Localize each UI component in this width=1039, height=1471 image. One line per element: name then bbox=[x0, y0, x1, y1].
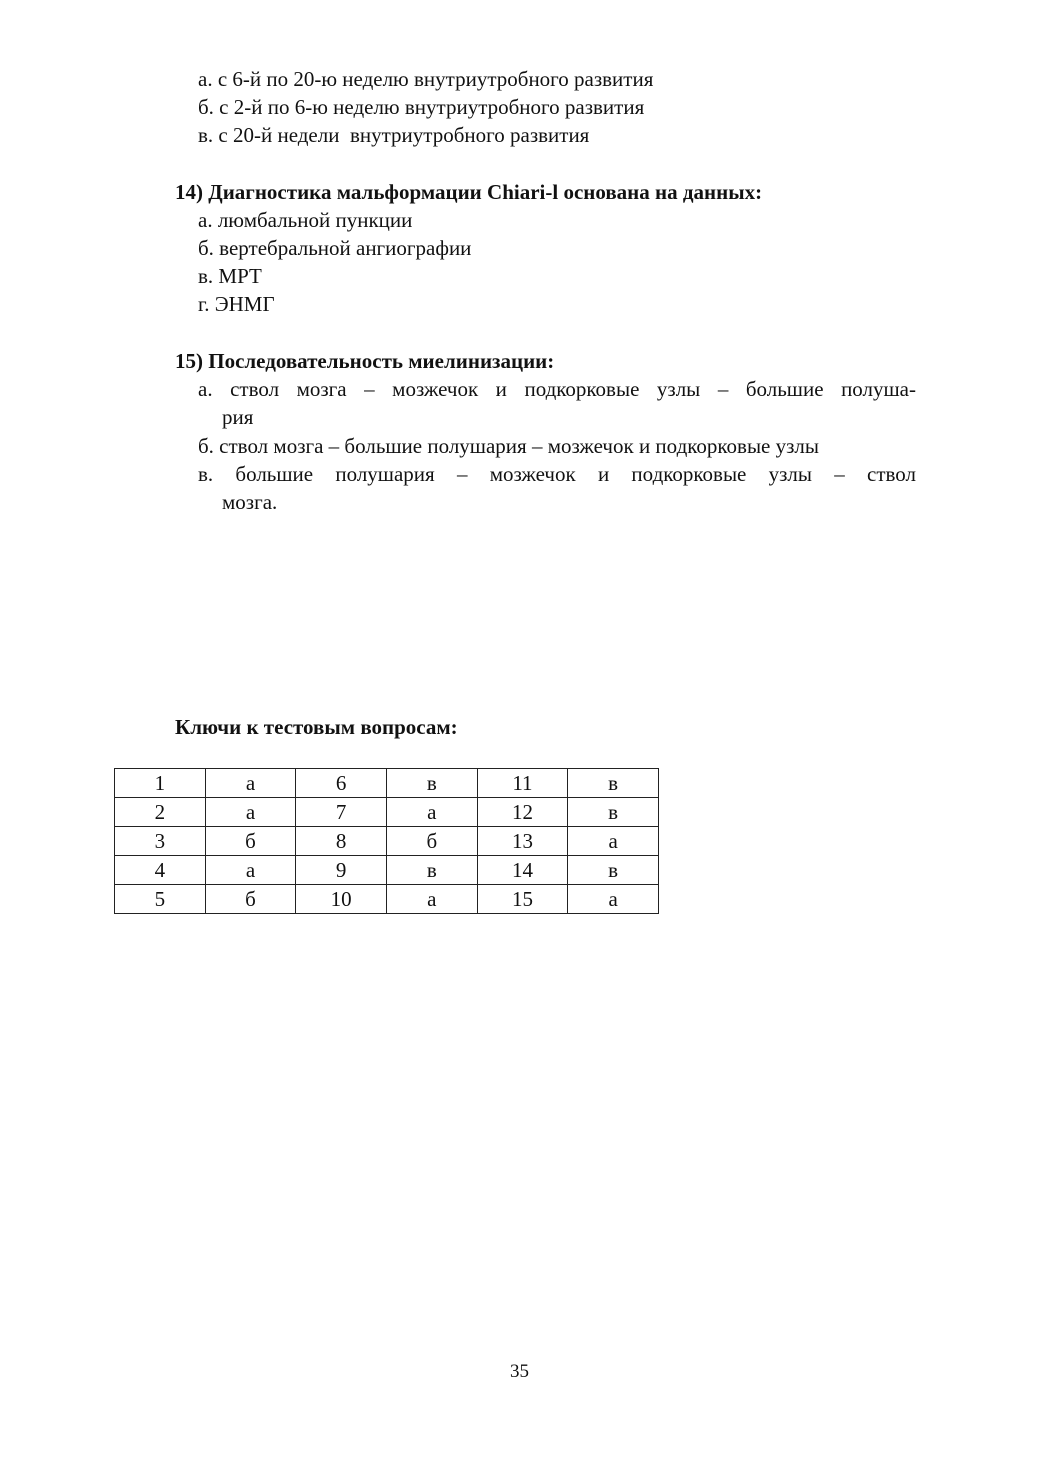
table-cell: 15 bbox=[477, 885, 568, 914]
q15-option-c-line2: мозга. bbox=[222, 490, 278, 514]
table-cell: 12 bbox=[477, 798, 568, 827]
table-cell: б bbox=[205, 827, 296, 856]
table-row bbox=[115, 885, 659, 914]
table-cell: 7 bbox=[296, 798, 387, 827]
table-row bbox=[115, 769, 659, 798]
table-cell: 1 bbox=[115, 769, 206, 798]
q14-option-d: г. ЭНМГ bbox=[198, 292, 275, 316]
table-row bbox=[115, 856, 659, 885]
table-cell: а bbox=[568, 827, 659, 856]
q13-option-c: в. с 20-й недели внутриутробного развития bbox=[198, 123, 590, 147]
table-cell: 4 bbox=[115, 856, 206, 885]
table-cell: 10 bbox=[296, 885, 387, 914]
q14-option-c: в. МРТ bbox=[198, 264, 262, 288]
page-number: 35 bbox=[510, 1361, 529, 1382]
table-cell: а bbox=[205, 798, 296, 827]
table-cell: а bbox=[205, 856, 296, 885]
table-row bbox=[115, 798, 659, 827]
table-cell: 3 bbox=[115, 827, 206, 856]
table-cell: в bbox=[568, 856, 659, 885]
table-cell: 6 bbox=[296, 769, 387, 798]
q14-title: 14) Диагностика мальформации Chiari-l основана на данных: bbox=[175, 180, 763, 204]
table-cell: в bbox=[568, 798, 659, 827]
q13-option-a: а. с 6-й по 20-ю неделю внутриутробного развития bbox=[198, 67, 654, 91]
q14-option-a: а. люмбальной пункции bbox=[198, 208, 413, 232]
table-cell: а bbox=[386, 798, 477, 827]
q15-title: 15) Последовательность миелинизации: bbox=[175, 349, 555, 373]
q15-option-a-line2: рия bbox=[222, 405, 254, 429]
table-cell: а bbox=[568, 885, 659, 914]
answer-keys-table bbox=[114, 768, 659, 914]
table-cell: б bbox=[386, 827, 477, 856]
table-cell: а bbox=[205, 769, 296, 798]
q15-option-c-line1: в. большие полушария – мозжечок и подкорковые узлы – ствол bbox=[198, 462, 916, 486]
table-cell: 5 bbox=[115, 885, 206, 914]
table-cell: 11 bbox=[477, 769, 568, 798]
table-cell: 9 bbox=[296, 856, 387, 885]
table-cell: 8 bbox=[296, 827, 387, 856]
table-cell: в bbox=[386, 856, 477, 885]
table-cell: в bbox=[386, 769, 477, 798]
table-row bbox=[115, 827, 659, 856]
q14-option-b: б. вертебральной ангиографии bbox=[198, 236, 472, 260]
q15-option-a-line1: а. ствол мозга – мозжечок и подкорковые узлы – большие полуша- bbox=[198, 377, 916, 401]
q15-option-b: б. ствол мозга – большие полушария – мозжечок и подкорковые узлы bbox=[198, 434, 820, 458]
table-cell: б bbox=[205, 885, 296, 914]
table-cell: 14 bbox=[477, 856, 568, 885]
table-cell: 2 bbox=[115, 798, 206, 827]
table-cell: а bbox=[386, 885, 477, 914]
table-cell: 13 bbox=[477, 827, 568, 856]
q13-option-b: б. с 2-й по 6-ю неделю внутриутробного развития bbox=[198, 95, 645, 119]
answer-keys-title: Ключи к тестовым вопросам: bbox=[175, 715, 458, 739]
table-cell: в bbox=[568, 769, 659, 798]
